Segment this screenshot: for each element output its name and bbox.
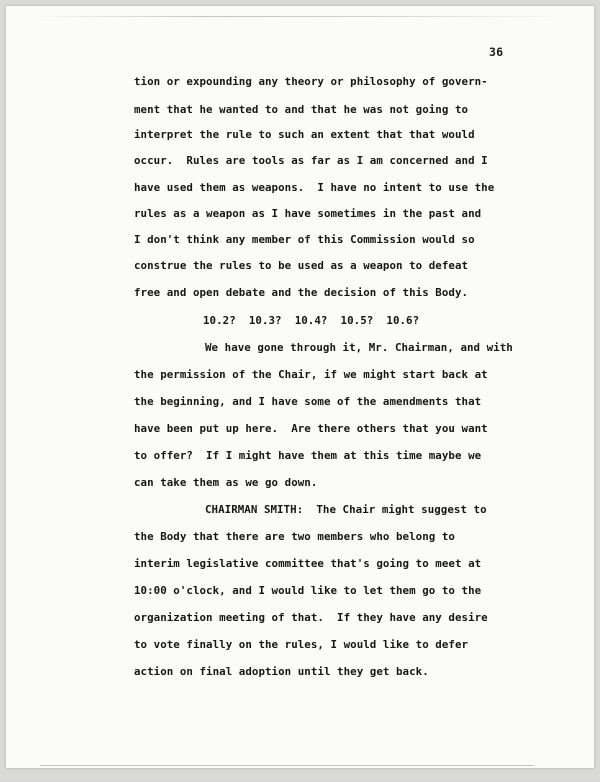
text-line: ment that he wanted to and that he was not going to: [134, 103, 469, 116]
section-numbers-line: 10.2? 10.3? 10.4? 10.5? 10.6?: [203, 314, 420, 327]
text-line: the Body that there are two members who belong to: [134, 530, 455, 543]
page-number: 36: [489, 45, 504, 59]
speaker-line: CHAIRMAN SMITH: The Chair might suggest to: [205, 503, 487, 516]
text-line: I don't think any member of this Commission would so: [134, 233, 475, 246]
text-line: to offer? If I might have them at this time maybe we: [134, 449, 482, 462]
text-line: the permission of the Chair, if we might start back at: [134, 368, 488, 381]
text-line: interpret the rule to such an extent that that would: [134, 128, 475, 141]
text-line: occur. Rules are tools as far as I am concerned and I: [134, 154, 488, 167]
text-line: the beginning, and I have some of the amendments that: [134, 395, 482, 408]
text-line-paragraph-start: We have gone through it, Mr. Chairman, and with: [205, 341, 513, 354]
text-line: have been put up here. Are there others that you want: [134, 422, 488, 435]
page-bottom-edge: [40, 765, 534, 766]
text-line: construe the rules to be used as a weapon to defeat: [134, 259, 469, 272]
text-line: have used them as weapons. I have no intent to use the: [134, 181, 495, 194]
text-line: interim legislative committee that's going to meet at: [134, 557, 482, 570]
text-line: rules as a weapon as I have sometimes in the past and: [134, 207, 482, 220]
text-line: action on final adoption until they get back.: [134, 665, 429, 678]
text-line: to vote finally on the rules, I would like to defer: [134, 638, 469, 651]
text-line: can take them as we go down.: [134, 476, 318, 489]
text-line: organization meeting of that. If they have any desire: [134, 611, 488, 624]
document-page: [6, 6, 594, 768]
text-line: tion or expounding any theory or philosophy of govern-: [134, 75, 488, 88]
text-line: free and open debate and the decision of this Body.: [134, 286, 469, 299]
page-top-edge: [30, 16, 570, 17]
text-line: 10:00 o'clock, and I would like to let them go to the: [134, 584, 482, 597]
